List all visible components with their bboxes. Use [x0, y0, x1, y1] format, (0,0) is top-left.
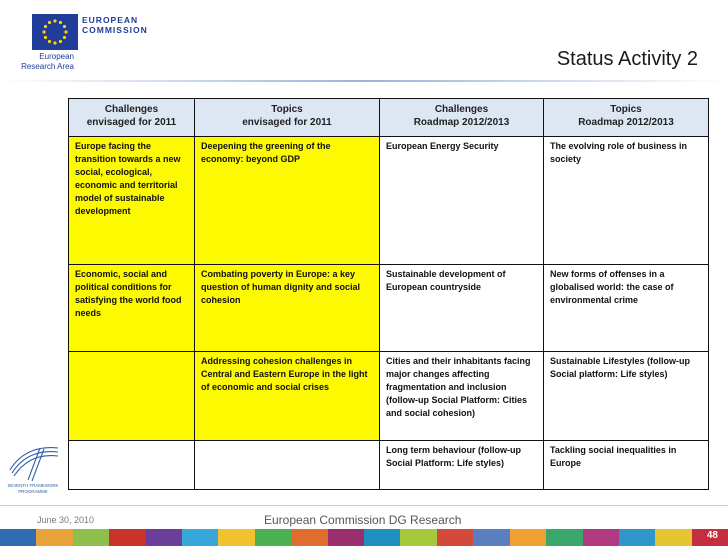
table-cell: Sustainable Lifestyles (follow-up Social platform: Life styles) — [544, 352, 709, 441]
header-challenges-2011 — [69, 99, 195, 137]
table-cell: Combating poverty in Europe: a key question of human dignity and social cohesion — [195, 265, 380, 352]
status-table — [68, 98, 709, 490]
header-line: Topics — [610, 104, 642, 115]
table-cell: New forms of offenses in a globalised world: the case of environmental crime — [544, 265, 709, 352]
table-cell — [69, 352, 195, 441]
footer-date: June 30, 2010 — [37, 515, 95, 525]
header-line: Roadmap 2012/2013 — [413, 117, 510, 128]
header-line: Roadmap 2012/2013 — [578, 117, 674, 128]
header-line: Challenges — [104, 104, 159, 115]
header-line: envisaged for 2011 — [86, 117, 177, 128]
fp7-label-1: SEVENTH FRAMEWORK — [7, 483, 59, 488]
era-line1: European — [39, 52, 74, 61]
table-cell: Europe facing the transition towards a new social, ecological, economic and territorial model of sustainable development — [69, 137, 195, 265]
title-divider — [0, 80, 728, 82]
ec-line1: EUROPEAN — [82, 15, 139, 25]
era-line2: Research Area — [21, 62, 74, 71]
table-cell: Long term behaviour (follow-up Social Platform: Life styles) — [380, 441, 544, 490]
header-topics-roadmap — [544, 99, 709, 137]
header-line: Challenges — [434, 104, 489, 115]
page-number: 48 — [706, 530, 718, 541]
table-cell: Addressing cohesion challenges in Central and Eastern Europe in the light of economic and social crises — [195, 352, 380, 441]
header-line: Topics — [271, 104, 303, 115]
table-cell: Cities and their inhabitants facing major changes affecting fragmentation and inclusion (follow-up Social Platform: Cities and social cohesion) — [380, 352, 544, 441]
table-row — [69, 441, 709, 490]
fp7-logo-icon — [2, 440, 64, 495]
header-line: envisaged for 2011 — [242, 117, 332, 128]
eu-flag-icon — [32, 14, 78, 50]
ec-wordmark — [82, 15, 148, 35]
european-commission-logo — [0, 0, 150, 90]
table-header-row — [69, 99, 709, 137]
footer-divider — [0, 505, 728, 506]
table-row — [69, 352, 709, 441]
table-cell — [195, 441, 380, 490]
table-cell: Deepening the greening of the economy: beyond GDP — [195, 137, 380, 265]
fp7-label-2: PROGRAMME — [18, 489, 48, 494]
footer-organisation: European Commission DG Research — [264, 513, 462, 527]
table-cell: European Energy Security — [380, 137, 544, 265]
header-topics-2011 — [195, 99, 380, 137]
table-cell: Sustainable development of European countryside — [380, 265, 544, 352]
table-row — [69, 137, 709, 265]
era-wordmark — [4, 52, 74, 72]
table-cell — [69, 441, 195, 490]
table-cell: Tackling social inequalities in Europe — [544, 441, 709, 490]
page-title: Status Activity 2 — [556, 48, 698, 70]
footer-color-strip — [0, 529, 728, 546]
table-cell: Economic, social and political conditions for satisfying the world food needs — [69, 265, 195, 352]
ec-line2: COMMISSION — [82, 25, 148, 35]
header-challenges-roadmap — [380, 99, 544, 137]
table-cell: The evolving role of business in society — [544, 137, 709, 265]
table-row — [69, 265, 709, 352]
